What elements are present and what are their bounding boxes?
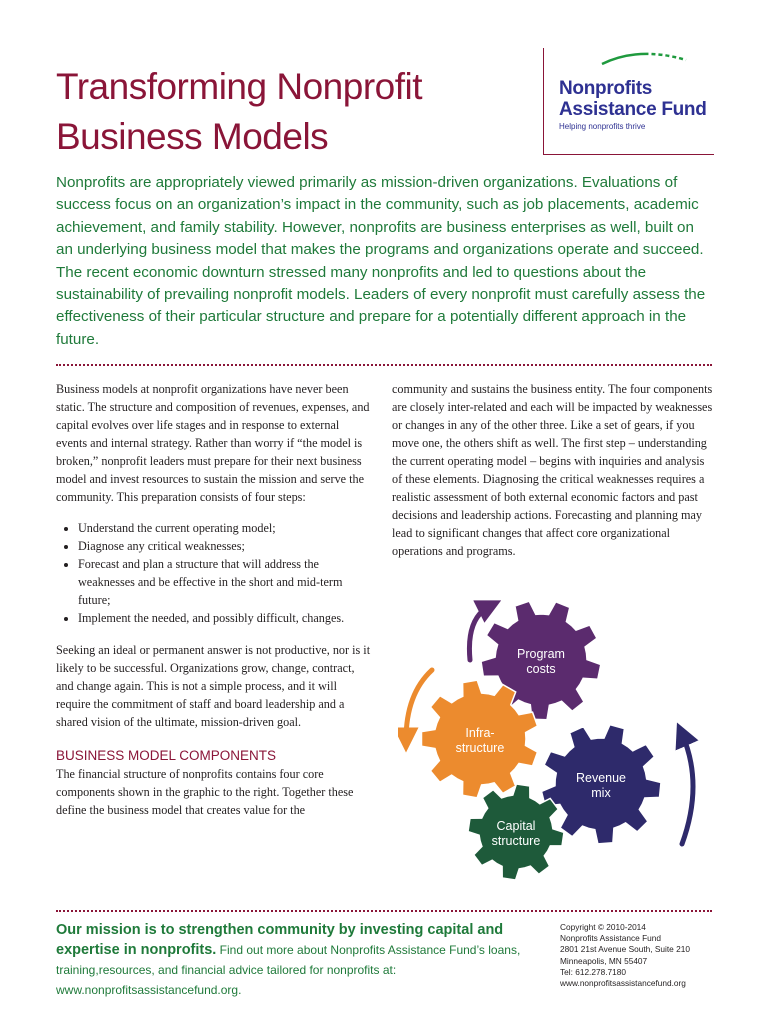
intro-paragraph: Nonprofits are appropriately viewed primarily as mission-driven organizations. Evaluations of success focus on an organization’s impact in the community, such as job placements, academic achievement, and family stability. However, nonprofits are business enterprises as well, built on an underlying business model that makes the programs and organizations operate and succeed. The recent economic downturn stressed many nonprofits and led to questions about the sustainability of prevailing nonprofit models. Leaders of every nonprofit must carefully assess the effectiveness of their particular structure and prepare for a potentially different approach in the future. (56, 174, 706, 348)
gears-diagram (398, 598, 718, 898)
left-paragraph-3: The financial structure of nonprofits contains four core components shown in the graphic to the right. Together these define the business model that creates value for the (56, 767, 354, 817)
logo (543, 48, 714, 155)
gear-capital-structure (468, 784, 564, 880)
list-item: • Diagnose any critical weaknesses; (78, 537, 372, 555)
logo-arc-icon (594, 48, 694, 68)
contact-line: Minneapolis, MN 55407 (560, 955, 648, 966)
contact-line: Tel: 612.278.7180 (560, 966, 626, 977)
gear-capital-structure-label: structure (491, 834, 541, 848)
right-column (392, 380, 714, 573)
logo-name-line-2: Assistance Fund (559, 99, 707, 120)
divider-top (56, 364, 712, 366)
gear-infrastructure-label: structure (455, 741, 505, 755)
gear-program-costs-label: costs (526, 662, 556, 676)
divider-bottom (56, 910, 712, 912)
gear-capital-structure-label: Capital (496, 819, 536, 833)
gear-group (422, 601, 662, 880)
contact-line: Nonprofits Assistance Fund (560, 933, 661, 944)
arrow-revenue-icon (682, 734, 693, 844)
gear-revenue-mix-label: Revenue (575, 771, 627, 785)
logo-tagline: Helping nonprofits thrive (559, 122, 646, 131)
arrow-infra-icon (406, 670, 432, 740)
contact-info (560, 922, 750, 989)
right-paragraph-1: community and sustains the business entity. The four components are closely inter-related and each will be impacted by weaknesses or changes in any of the other three. Like a set of gears, if you move one, the others shift as well. The first step – understanding the current operating model – begins with inquiries and analysis of these elements. Diagnosing the critical weaknesses requires a realistic assessment of both external economic factors and past decisions and leadership actions. Forecasting and planning may lead to significant changes that affect core organizational operations and programs. (392, 382, 713, 558)
logo-name-line-1: Nonprofits (559, 78, 653, 99)
page-title (56, 62, 526, 162)
mission-bold: Our mission is to strengthen community by investing capital and expertise in nonprofits. (56, 922, 504, 958)
contact-line: 2801 21st Avenue South, Suite 210 (560, 944, 690, 955)
gear-program-costs-label: Program (517, 647, 565, 661)
mission-rest: Find out more about Nonprofits Assistance Fund’s loans, training,resources, and financial advice tailored for nonprofits at: www.nonprofitsassistancefund.org. (56, 943, 521, 997)
left-paragraph-2: Seeking an ideal or permanent answer is not productive, nor is it likely to be successful. Organizations grow, change, contract, and change again. This is not a simple process, and it will require the commitment of staff and board leadership and a shared vision of the ultimate, mission-driven goal. (56, 643, 371, 729)
gear-revenue-mix-label: mix (591, 786, 611, 800)
gear-infrastructure-label: Infra- (465, 726, 495, 740)
left-column (56, 380, 372, 832)
list-item: • Forecast and plan a structure that will address the weaknesses and be effective in the short and mid-term future; (78, 555, 372, 609)
mission-statement (56, 920, 542, 1000)
title-line-2: Business Models (56, 116, 329, 157)
section-heading: BUSINESS MODEL COMPONENTS (56, 748, 277, 763)
left-paragraph-1: Business models at nonprofit organizations have never been static. The structure and composition of revenues, expenses, and capital evolves over life stages and in response to external events and internal strategy. Rather than worry if “the model is broken,” nonprofit leaders must prepare for their next business model and invest resources to sustain the mission and serve the community. This preparation consists of four steps: (56, 382, 370, 504)
title-line-1: Transforming Nonprofit (56, 66, 422, 107)
logo-name (559, 78, 719, 120)
contact-line: www.nonprofitsassistancefund.org (560, 978, 686, 989)
gear-revenue-mix (542, 725, 662, 844)
list-item: • Implement the needed, and possibly difficult, changes. (78, 609, 372, 627)
contact-line: Copyright © 2010-2014 (560, 922, 646, 932)
steps-list (56, 519, 372, 627)
list-item: • Understand the current operating model; (78, 519, 372, 537)
